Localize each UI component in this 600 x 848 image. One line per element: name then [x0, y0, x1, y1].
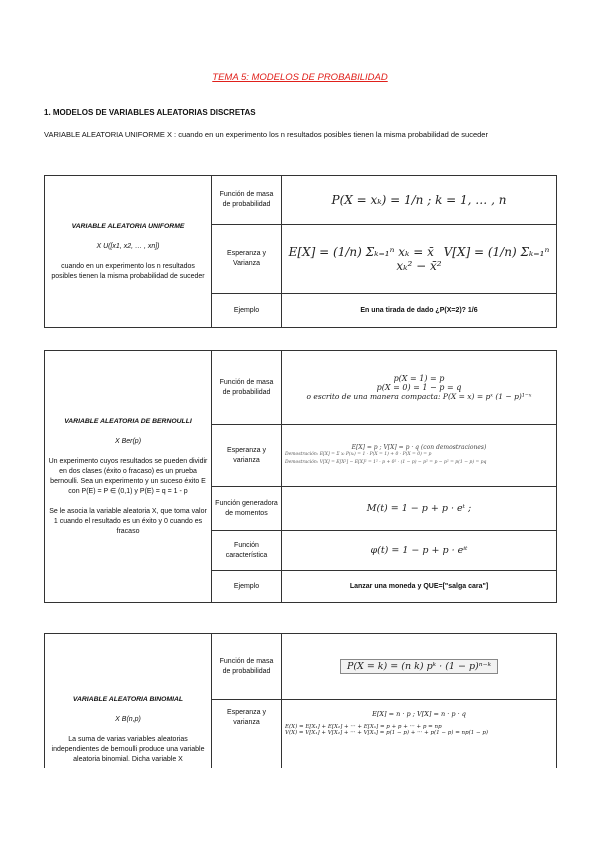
binomial-pmf-label: Función de masa de probabilidad	[212, 634, 282, 700]
bernoulli-description-cell	[45, 351, 212, 603]
uniform-example: En una tirada de dado ¿P(X=2)? 1/6	[282, 294, 557, 328]
bernoulli-notation: X Ber(p)	[114, 437, 142, 445]
bernoulli-mgf-label: Función generadora de momentos	[212, 487, 282, 531]
binomial-description: La suma de varias variables aleatorias independientes de bernoulli produce una variable aleatoria binomial. Dicha variable X	[51, 736, 205, 763]
page-cutoff	[0, 768, 600, 848]
uniform-pmf-label: Función de masa de probabilidad	[212, 176, 282, 225]
uniform-name: VARIABLE ALEATORIA UNIFORME	[71, 222, 185, 230]
page-title: TEMA 5: MODELOS DE PROBABILIDAD	[212, 72, 388, 83]
binomial-name: VARIABLE ALEATORIA BINOMIAL	[72, 696, 184, 703]
uniform-mean-var-label: Esperanza y Varianza	[212, 225, 282, 294]
bernoulli-mean-var-line-2: Demostración: E[X] = Σ xᵢ P(xᵢ) = 1 · P(X = 1) + 0 · P(X = 0) = p	[285, 452, 432, 457]
bernoulli-cf-label: Función característica	[212, 531, 282, 571]
intro-paragraph: VARIABLE ALEATORIA UNIFORME X : cuando en un experimento los n resultados posibles tienen la misma probabilidad de suceder	[44, 130, 488, 139]
section-heading: 1. MODELOS DE VARIABLES ALEATORIAS DISCRETAS	[44, 108, 256, 117]
binomial-pmf-formula: P(X = k) = (n k) pᵏ · (1 − p)ⁿ⁻ᵏ	[340, 659, 498, 674]
binomial-mean-var-label: Esperanza y varianza	[212, 700, 282, 772]
binomial-description-cell	[45, 634, 212, 772]
bernoulli-mgf-formula: M(t) = 1 − p + p · eᵗ ;	[366, 503, 472, 514]
uniform-example-label: Ejemplo	[212, 294, 282, 328]
binomial-notation: X B(n,p)	[115, 716, 141, 723]
uniform-pmf-formula: P(X = xₖ) = 1/n ; k = 1, … , n	[331, 193, 507, 207]
uniform-var-formula: V[X] = (1/n) Σₖ₌₁ⁿ xₖ² − x̄²	[396, 245, 550, 273]
uniform-table	[44, 175, 557, 328]
binomial-mean-var-line-1: E[X] = n · p ; V[X] = n · p · q	[372, 710, 466, 718]
bernoulli-mean-var-line-1: E[X] = p ; V[X] = p · q (con demostraciones)	[351, 444, 487, 451]
uniform-description-cell	[45, 176, 212, 328]
binomial-table	[44, 633, 557, 772]
binomial-mean-var-line-3: V(X) = V[X₁] + V[X₂] + ··· + V[Xₙ] = p(1 − p) + ··· + p(1 − p) = np(1 − p)	[285, 730, 489, 736]
bernoulli-description-1: Un experimento cuyos resultados se pueden dividir en dos clases (éxito o fracaso) es un prueba bernoulli. Sea un experimento y un suceso éxito E con P(E) = P ∈ (0,1) y P(E) = q = 1 - p	[48, 457, 208, 495]
uniform-description: cuando en un experimento los n resultados posibles tienen la misma probabilidad de suceder	[51, 262, 205, 280]
bernoulli-pmf-line-2: p(X = 0) = 1 − p = q	[376, 383, 462, 392]
bernoulli-table	[44, 350, 557, 603]
uniform-notation: X U([x1, x2, … , xn])	[96, 242, 160, 250]
bernoulli-mean-var-line-3: Demostración: V[X] = E[X²] − E[X]² = 1² · p + 0² · (1 − p) − p² = p − p² = p(1 − p) = pq	[285, 460, 487, 465]
bernoulli-mean-var-label: Esperanza y varianza	[212, 425, 282, 487]
bernoulli-example-label: Ejemplo	[212, 571, 282, 603]
binomial-mean-var-line-2: E(X) = E[X₁] + E[X₂] + ··· + E[Xₙ] = p + p + ··· + p = np	[285, 724, 442, 730]
bernoulli-description-2: Se le asocia la variable aleatoria X, que toma valor 1 cuando el resultado es un éxito y 0 cuando es fracaso	[49, 507, 207, 535]
bernoulli-name: VARIABLE ALEATORIA DE BERNOULLI	[64, 417, 192, 425]
bernoulli-cf-formula: φ(t) = 1 − p + p · eⁱᵗ	[370, 545, 468, 556]
bernoulli-pmf-line-3: o escrito de una manera compacta: P(X = x) = pˣ (1 − p)¹⁻ˣ	[306, 392, 532, 401]
bernoulli-pmf-line-1: p(X = 1) = p	[393, 374, 445, 383]
uniform-mean-formula: E[X] = (1/n) Σₖ₌₁ⁿ xₖ = x̄	[288, 245, 434, 259]
bernoulli-example: Lanzar una moneda y QUE=["salga cara"]	[282, 571, 557, 603]
bernoulli-pmf-label: Función de masa de probabilidad	[212, 351, 282, 425]
